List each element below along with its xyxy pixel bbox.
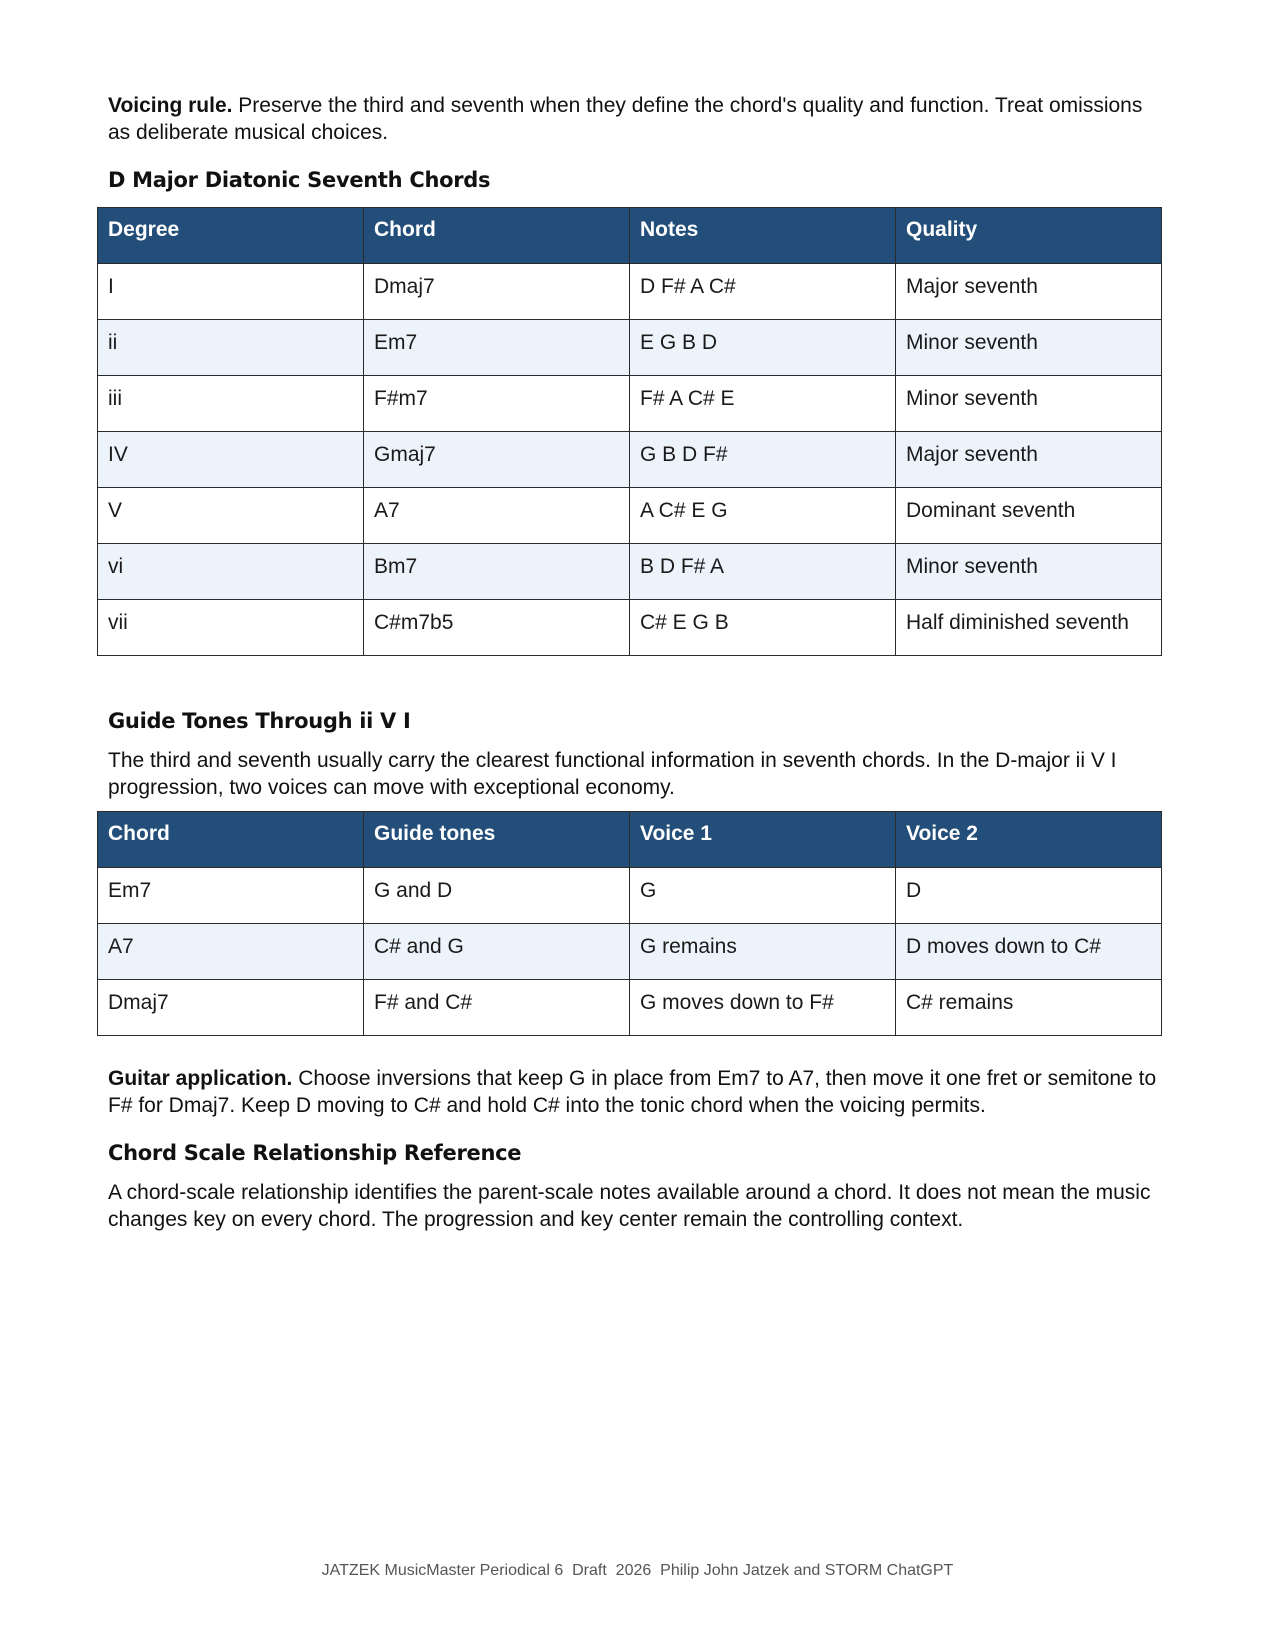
table-cell: C# remains (896, 980, 1162, 1036)
table-row (98, 320, 1162, 376)
guitar-application-label: Guitar application. (108, 1067, 293, 1090)
column-header: Quality (896, 208, 1162, 264)
table-cell: D moves down to C# (896, 924, 1162, 980)
table-cell: Em7 (364, 320, 630, 376)
table-cell: D F# A C# (630, 264, 896, 320)
diatonic-chords-table (97, 207, 1162, 656)
guitar-application-paragraph (108, 1065, 1168, 1119)
table-cell: IV (98, 432, 364, 488)
column-header: Degree (98, 208, 364, 264)
table-cell: F# and C# (364, 980, 630, 1036)
table-cell: A7 (98, 924, 364, 980)
table-cell: Minor seventh (896, 320, 1162, 376)
page-footer: JATZEK MusicMaster Periodical 6 Draft 2026 Philip John Jatzek and STORM ChatGPT (321, 1562, 954, 1579)
table-row (98, 980, 1162, 1036)
table-cell: V (98, 488, 364, 544)
column-header: Guide tones (364, 812, 630, 868)
table-cell: C# and G (364, 924, 630, 980)
guide-tones-table (97, 811, 1162, 1036)
table-row (98, 488, 1162, 544)
diatonic-chords-heading: D Major Diatonic Seventh Chords (108, 168, 491, 192)
table-cell: Major seventh (896, 432, 1162, 488)
table-cell: A C# E G (630, 488, 896, 544)
table-cell: G remains (630, 924, 896, 980)
table-row (98, 544, 1162, 600)
table-cell: Dominant seventh (896, 488, 1162, 544)
voicing-rule-text: Preserve the third and seventh when they define the chord's quality and function. Treat omissions as deliberate musical choices. (108, 94, 1143, 144)
table-cell: F#m7 (364, 376, 630, 432)
table-cell: Dmaj7 (364, 264, 630, 320)
table-row (98, 432, 1162, 488)
voicing-rule-paragraph (108, 92, 1168, 146)
chord-scale-paragraph: A chord-scale relationship identifies the parent-scale notes available around a chord. It does not mean the music changes key on every chord. The progression and key center remain the controlling context. (108, 1181, 1151, 1231)
table-row (98, 600, 1162, 656)
column-header: Voice 1 (630, 812, 896, 868)
table-cell: D (896, 868, 1162, 924)
table-row (98, 924, 1162, 980)
table-cell: G B D F# (630, 432, 896, 488)
table-cell: Dmaj7 (98, 980, 364, 1036)
table-row (98, 264, 1162, 320)
table-cell: vii (98, 600, 364, 656)
table-cell: C#m7b5 (364, 600, 630, 656)
table-cell: C# E G B (630, 600, 896, 656)
voicing-rule-label: Voicing rule. (108, 94, 233, 117)
column-header: Notes (630, 208, 896, 264)
table-cell: E G B D (630, 320, 896, 376)
table-row (98, 868, 1162, 924)
table-cell: iii (98, 376, 364, 432)
column-header: Chord (364, 208, 630, 264)
column-header: Voice 2 (896, 812, 1162, 868)
table-cell: Bm7 (364, 544, 630, 600)
table-cell: Half diminished seventh (896, 600, 1162, 656)
chord-scale-heading: Chord Scale Relationship Reference (108, 1141, 522, 1165)
table-cell: G and D (364, 868, 630, 924)
table-cell: Minor seventh (896, 544, 1162, 600)
guide-tones-heading: Guide Tones Through ii V I (108, 709, 411, 733)
table-cell: Gmaj7 (364, 432, 630, 488)
guitar-application-text: Choose inversions that keep G in place from Em7 to A7, then move it one fret or semitone to F# for Dmaj7. Keep D moving to C# and hold C# into the tonic chord when the voicing permits. (108, 1067, 1157, 1117)
table-cell: G moves down to F# (630, 980, 896, 1036)
table-cell: vi (98, 544, 364, 600)
table-cell: ii (98, 320, 364, 376)
table-row (98, 376, 1162, 432)
table-header-row (98, 812, 1162, 868)
table-cell: Major seventh (896, 264, 1162, 320)
table-cell: Em7 (98, 868, 364, 924)
table-cell: I (98, 264, 364, 320)
guide-tones-intro: The third and seventh usually carry the clearest functional information in seventh chords. In the D-major ii V I progression, two voices can move with exceptional economy. (108, 749, 1117, 799)
table-cell: G (630, 868, 896, 924)
table-cell: F# A C# E (630, 376, 896, 432)
table-cell: A7 (364, 488, 630, 544)
table-cell: B D F# A (630, 544, 896, 600)
table-header-row (98, 208, 1162, 264)
table-cell: Minor seventh (896, 376, 1162, 432)
column-header: Chord (98, 812, 364, 868)
